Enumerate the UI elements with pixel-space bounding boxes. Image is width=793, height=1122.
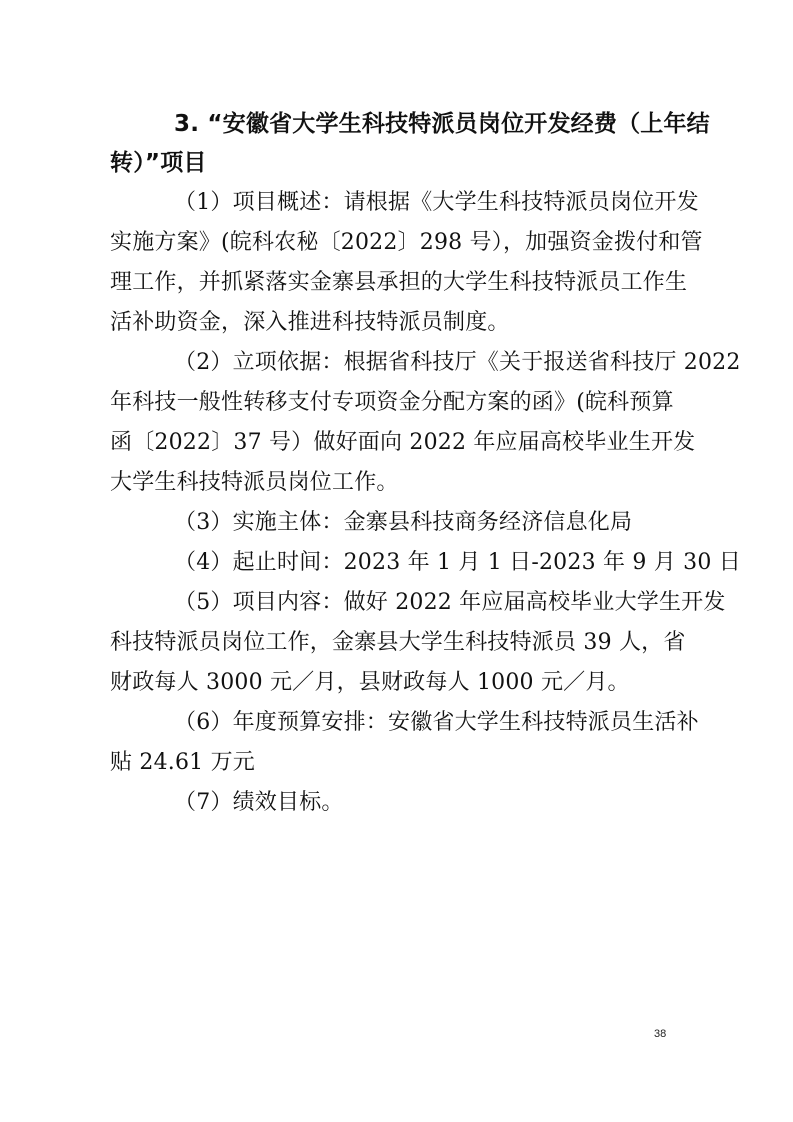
overview-paragraph-line3: 理工作，并抓紧落实金寨县承担的大学生科技特派员工作生: [110, 270, 688, 295]
goals-paragraph: （7）绩效目标。: [174, 790, 344, 815]
budget-paragraph-line1: （6）年度预算安排：安徽省大学生科技特派员生活补: [174, 710, 699, 735]
overview-paragraph-line1: （1）项目概述：请根据《大学生科技特派员岗位开发: [174, 190, 699, 215]
period-paragraph: （4）起止时间：2023 年 1 月 1 日-2023 年 9 月 30 日: [174, 550, 741, 575]
overview-paragraph-line2: 实施方案》(皖科农秘〔2022〕298 号），加强资金拨付和管: [110, 230, 703, 255]
content-paragraph-line1: （5）项目内容：做好 2022 年应届高校毕业大学生开发: [174, 590, 726, 615]
basis-paragraph-line4: 大学生科技特派员岗位工作。: [110, 470, 399, 495]
basis-paragraph-line3: 函〔2022〕37 号）做好面向 2022 年应届高校毕业生开发: [110, 430, 696, 455]
entity-paragraph: （3）实施主体：金寨县科技商务经济信息化局: [174, 510, 633, 535]
budget-paragraph-line2: 贴 24.61 万元: [110, 750, 255, 775]
basis-paragraph-line2: 年科技一般性转移支付专项资金分配方案的函》(皖科预算: [110, 390, 674, 415]
basis-paragraph-line1: （2）立项依据：根据省科技厅《关于报送省科技厅 2022: [174, 350, 741, 375]
content-paragraph-line2: 科技特派员岗位工作，金寨县大学生科技特派员 39 人，省: [110, 630, 686, 655]
overview-paragraph-line4: 活补助资金，深入推进科技特派员制度。: [110, 310, 510, 335]
page-number: 38: [654, 1028, 667, 1040]
section-heading-line1: 3. “安徽省大学生科技特派员岗位开发经费（上年结: [174, 111, 710, 137]
section-heading-line2: 转）”项目: [110, 150, 207, 176]
content-paragraph-line3: 财政每人 3000 元／月，县财政每人 1000 元／月。: [110, 670, 630, 695]
